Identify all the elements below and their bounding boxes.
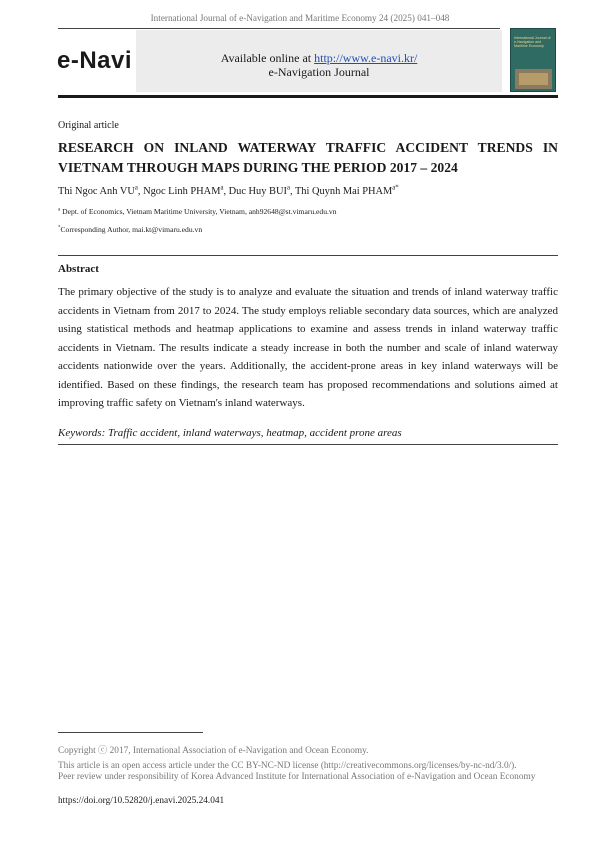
author-mark: a <box>134 184 138 192</box>
cover-title: International Journal of e-Navigation and Maritime Economy <box>514 36 551 49</box>
journal-logo: e-Navi <box>57 47 133 74</box>
abstract-top-rule <box>58 255 558 256</box>
abstract-heading: Abstract <box>58 263 99 275</box>
keywords-rule <box>58 444 558 445</box>
author-name: Thi Ngoc Anh VU <box>58 186 135 197</box>
doi-link[interactable]: https://doi.org/10.52820/j.enavi.2025.24.041 <box>58 796 225 806</box>
affiliation <box>58 207 337 216</box>
header-thick-rule <box>58 95 558 98</box>
cover-illustration <box>515 69 552 89</box>
journal-name: e-Navigation Journal <box>268 65 370 79</box>
corresponding-author <box>58 225 202 234</box>
journal-cover-image <box>510 28 556 92</box>
available-online-line <box>136 51 502 65</box>
peer-review-notice: Peer review under responsibility of Korea Advanced Institute for International Association of e-Navigation and Ocean Economy <box>58 772 536 782</box>
license-notice: This article is an open access article under the CC BY-NC-ND license (http://creativecommons.org/licenses/by-nc-nd/3.0/). <box>58 761 517 771</box>
author-list: Thi Ngoc Anh $VU^a$, Ngoc Linh PHAM$^a$, Duc Huy BUI$^a$, Thi Quynh Mai $PHAM^{a*}$ <box>58 184 399 197</box>
author-mark: a <box>286 184 290 192</box>
header-rule <box>58 28 500 29</box>
article-title: RESEARCH ON INLAND WATERWAY TRAFFIC ACCIDENT TRENDS IN VIETNAM THROUGH MAPS DURING THE PERIOD 2017 – 2024 <box>58 140 558 175</box>
author-mark: a* <box>392 184 399 192</box>
running-header: International Journal of e-Navigation and Maritime Economy 24 (2025) 041–048 <box>150 13 450 23</box>
copyright-notice: Copyright ⓒ 2017, International Association of e-Navigation and Ocean Economy. <box>58 746 369 756</box>
author-name: Thi Quynh Mai PHAM <box>294 186 393 197</box>
available-prefix: Available online at <box>220 51 315 65</box>
corresponding-text: Corresponding Author, mai.kt@vimaru.edu.vn <box>60 225 203 234</box>
author-mark: a <box>220 184 224 192</box>
author-name: Ngoc Linh PHAM <box>143 186 221 197</box>
journal-url-link[interactable]: http://www.e-navi.kr/ <box>314 51 418 65</box>
affiliation-mark: a <box>58 207 61 213</box>
footnote-rule <box>58 732 203 733</box>
keywords: Keywords: Traffic accident, inland waterways, heatmap, accident prone areas <box>58 427 402 439</box>
author-name: Duc Huy BUI <box>228 186 287 197</box>
article-type: Original article <box>58 120 119 131</box>
corresponding-mark: * <box>58 225 61 231</box>
abstract-text: The primary objective of the study is to analyze and evaluate the situation and trends of inland waterway traffic accidents in Vietnam from 2017 to 2024. The study employs reliable secondary data sources, which are analyzed using statistical methods and heatmap applications to examine and assess trends in inland waterway traffic accidents in Vietnam. The results indicate a steady increase in both the number and scale of inland waterway accidents nationwide over the years. Additionally, the accident-prone areas in key inland waterways will be identified. Based on these findings, the research team has proposed recommendations and solutions aimed at improving traffic safety on Vietnam's inland waterways. <box>58 286 558 409</box>
affiliation-text: Dept. of Economics, Vietnam Maritime University, Vietnam, anh92648@st.vimaru.edu.vn <box>60 207 337 216</box>
